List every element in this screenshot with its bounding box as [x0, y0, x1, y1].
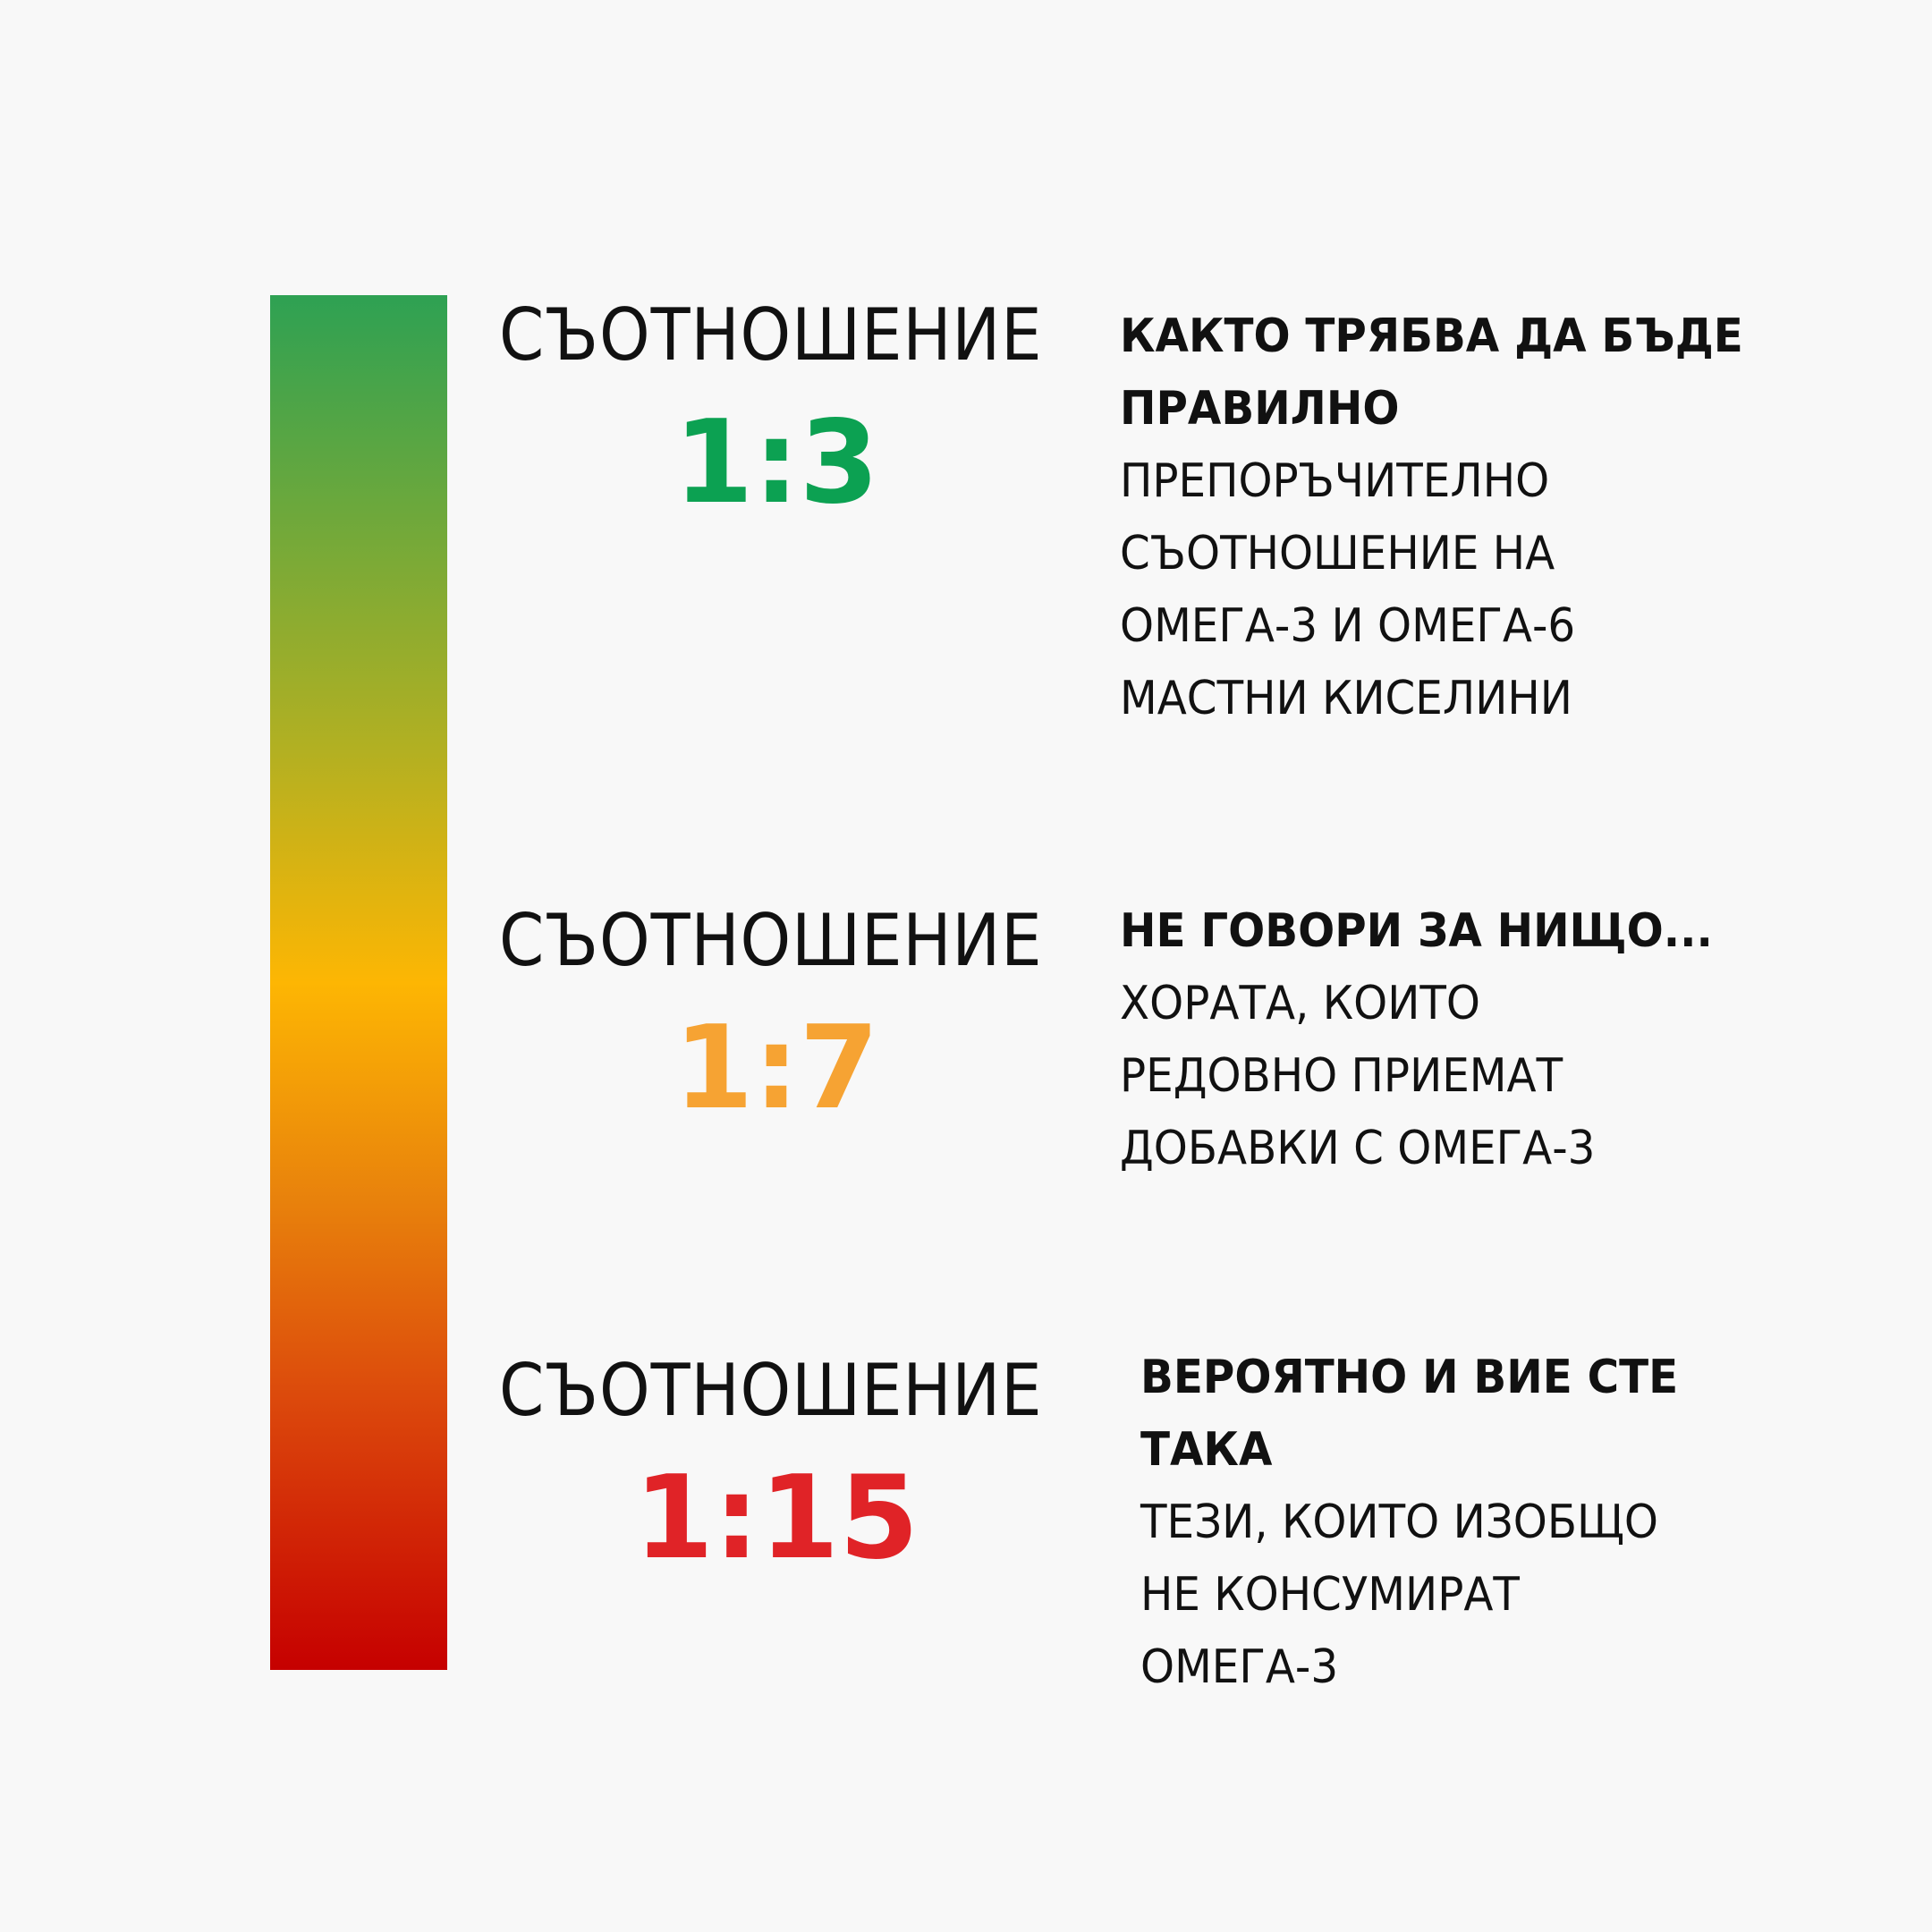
ratio-block-3 — [499, 1349, 1089, 1585]
gradient-scale-bar — [270, 295, 447, 1670]
heading-line: ТАКА — [1140, 1423, 1273, 1477]
body-line: СЪОТНОШЕНИЕ НА — [1120, 527, 1555, 580]
ratio-value-good: 1:3 — [674, 396, 879, 530]
body-line: НЕ КОНСУМИРАТ — [1140, 1568, 1520, 1622]
heading-line: КАКТО ТРЯБВА ДА БЪДЕ — [1120, 309, 1743, 363]
body-line: ОМЕГА-3 — [1140, 1640, 1339, 1694]
body-line: МАСТНИ КИСЕЛИНИ — [1120, 672, 1572, 725]
description-block-2 — [1120, 895, 1800, 1185]
description-heading — [1140, 1342, 1773, 1487]
body-line: ПРЕПОРЪЧИТЕЛНО — [1120, 454, 1550, 508]
ratio-label: СЪОТНОШЕНИЕ — [499, 899, 1043, 982]
body-line: ТЕЗИ, КОИТО ИЗОБЩО — [1140, 1496, 1658, 1549]
ratio-label: СЪОТНОШЕНИЕ — [499, 1349, 1043, 1432]
body-line: ДОБАВКИ С ОМЕГА-3 — [1120, 1122, 1596, 1175]
ratio-block-2 — [499, 899, 1089, 1135]
description-body — [1140, 1487, 1773, 1704]
ratio-label: СЪОТНОШЕНИЕ — [499, 293, 1043, 377]
heading-line: НЕ ГОВОРИ ЗА НИЩО... — [1120, 904, 1713, 958]
description-body — [1120, 968, 1752, 1185]
ratio-value-bad: 1:15 — [633, 1452, 919, 1585]
ratio-value-medium: 1:7 — [674, 1002, 879, 1135]
description-block-1 — [1120, 301, 1800, 735]
body-line: ОМЕГА-3 И ОМЕГА-6 — [1120, 599, 1576, 653]
heading-line: ВЕРОЯТНО И ВИЕ СТЕ — [1140, 1351, 1679, 1404]
description-heading — [1120, 301, 1752, 445]
body-line: РЕДОВНО ПРИЕМАТ — [1120, 1049, 1563, 1103]
heading-line: ПРАВИЛНО — [1120, 382, 1400, 436]
description-heading — [1120, 895, 1752, 968]
body-line: ХОРАТА, КОИТО — [1120, 977, 1480, 1030]
description-block-3 — [1140, 1342, 1820, 1704]
description-body — [1120, 445, 1752, 735]
ratio-block-1 — [499, 293, 1089, 530]
